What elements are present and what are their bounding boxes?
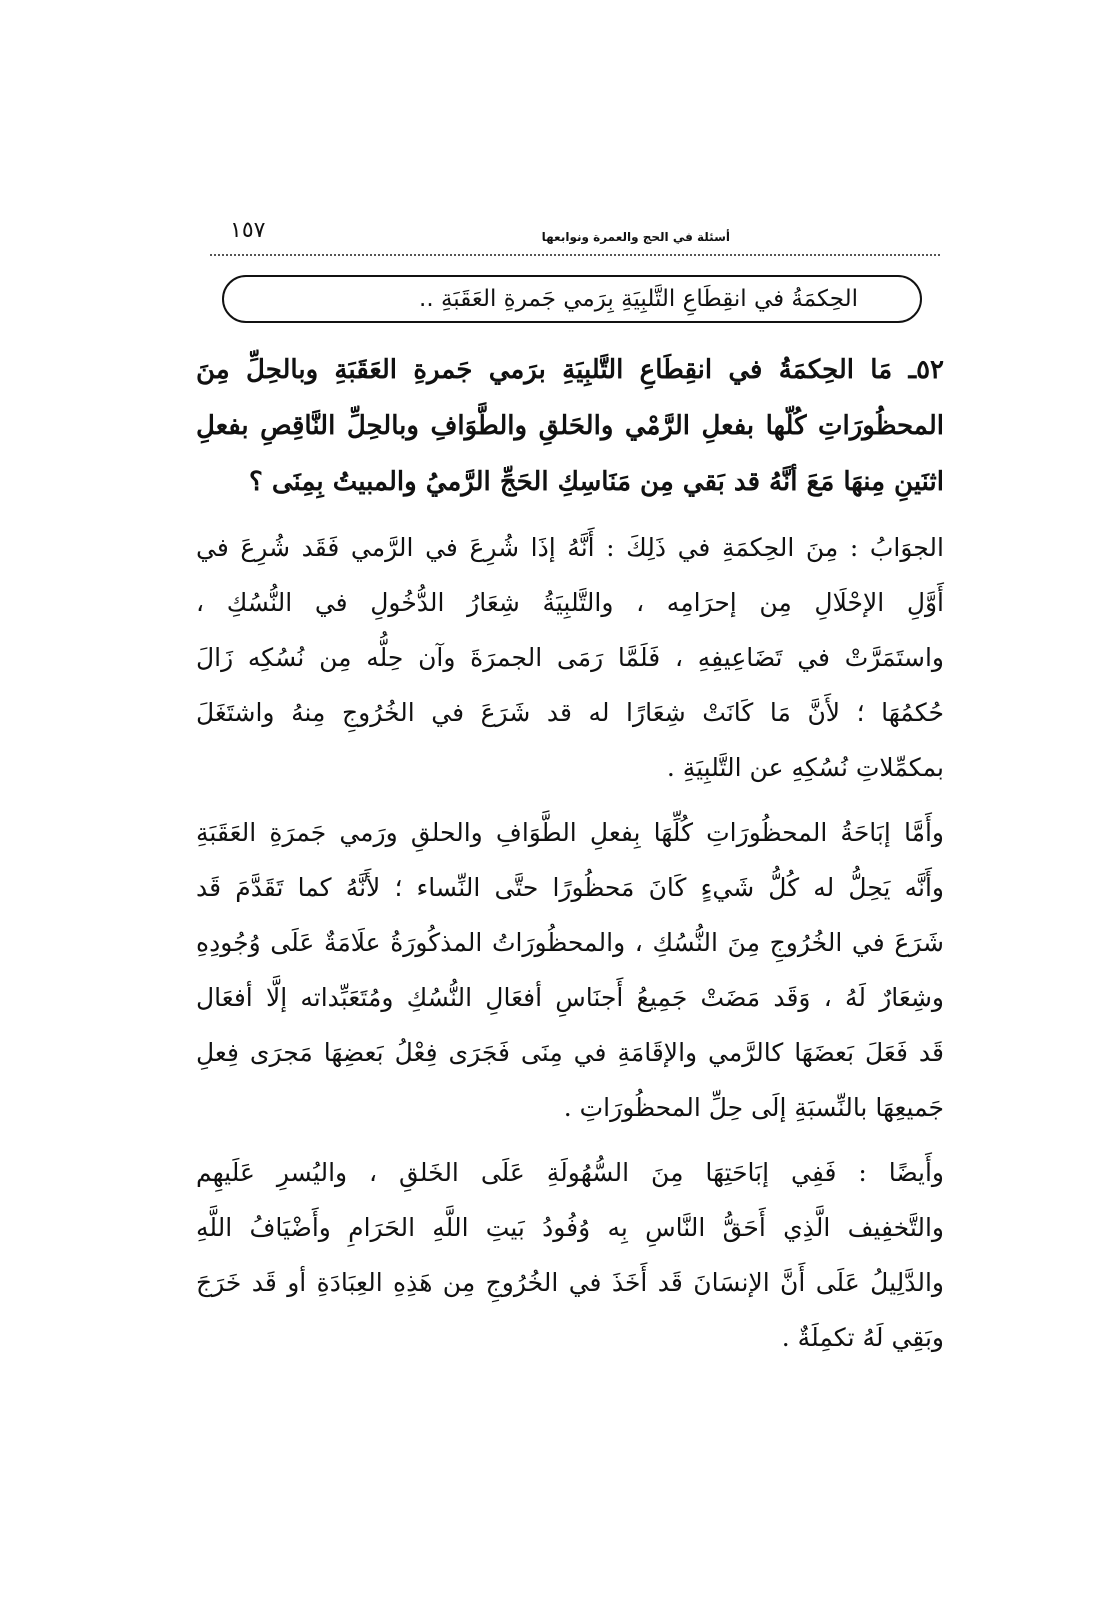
- question-line: المحظُورَاتِ كُلّها بفعلِ الرَّمْي والحَلقِ والطَّوَافِ وبالحِلِّ النَّاقِصِ بفعلِ: [196, 411, 944, 441]
- paragraph-line: وشِعَارٌ لَهُ ، وَقَد مَضَتْ جَمِيعُ أَجنَاسِ أفعَالِ النُّسُكِ ومُتَعَبِّداته إلَّا أفعَال: [196, 983, 944, 1012]
- paragraph-line: حُكمُهَا ؛ لأَنَّ مَا كَانَتْ شِعَارًا له قد شَرَعَ في الخُرُوجِ مِنهُ واشتَغَلَ: [196, 698, 944, 727]
- paragraph-line: شَرَعَ في الخُرُوجِ مِنَ النُّسُكِ ، والمحظُورَاتُ المذكُورَةُ علَامَةٌ عَلَى وُجُودِهِ: [196, 928, 944, 957]
- paragraph-line: وبَقِي لَهُ تكمِلَةٌ .: [781, 1323, 944, 1352]
- paragraph-line: أَوَّلِ الإحْلَالِ مِن إحرَامِه ، والتَّلبِيَةُ شِعَارُ الدُّخُولِ في النُّسُكِ ،: [196, 588, 944, 617]
- question-line: [196, 342, 944, 398]
- paragraph-line: قَد فَعَلَ بَعضَهَا كالرَّمي والإقَامَةِ في مِنَى فَجَرَى فِعْلُ بَعضِهَا مَجرَى فِعلِ: [196, 1038, 944, 1067]
- question-line: اثنَينِ مِنهَا مَعَ أنَّهُ قد بَقي مِن مَنَاسِكِ الحَجِّ الرَّميُ والمبيتُ بِمِنَى ؟: [249, 467, 944, 497]
- answer-paragraph: [196, 520, 944, 795]
- paragraph-line: والدَّلِيلُ عَلَى أَنَّ الإنسَانَ قَد أَخَذَ في الخُرُوجِ مِن هَذِهِ العِبَادَةِ أو قَد خَرَجَ: [196, 1268, 944, 1297]
- paragraph-line: جَميعِهَا بالنِّسبَةِ إلَى حِلِّ المحظُورَاتِ .: [563, 1093, 944, 1122]
- paragraph-line: والتَّخفِيف الَّذِي أَحَقُّ النَّاسِ بِه وُفُودُ بَيتِ اللَّهِ الحَرَامِ وأَضْيَافُ اللَّهِ: [196, 1213, 944, 1242]
- page-number: ١٥٧: [230, 218, 266, 243]
- paragraph-line: واستَمَرَّتْ في تَضَاعِيفِهِ ، فَلَمَّا رَمَى الجمرَةَ وآن حِلُّه مِن نُسُكِه زَالَ: [196, 643, 944, 672]
- answer-paragraph: [196, 805, 944, 1135]
- paragraph-line: الجوَابُ : مِنَ الحِكمَةِ في ذَلِكَ : أَنَّهُ إذَا شُرِعَ في الرَّمي فَقَد شُرِعَ في: [196, 533, 944, 562]
- question-number: ٥٢ـ: [908, 355, 944, 385]
- section-title: الحِكمَةُ في انقِطَاعِ التَّلبِيَةِ بِرَمي جَمرةِ العَقَبَةِ ..: [222, 275, 922, 323]
- answer-paragraph: [196, 1145, 944, 1365]
- paragraph-line: وأَيضًا : فَفِي إبَاحَتِهَا مِنَ السُّهُولَةِ عَلَى الخَلقِ ، واليُسرِ عَلَيهِم: [196, 1158, 944, 1187]
- paragraph-line: وأَمَّا إبَاحَةُ المحظُورَاتِ كُلِّهَا بِفعلِ الطَّوَافِ والحلقِ ورَمي جَمرَةِ العَقَبَةِ: [196, 818, 944, 847]
- header-divider: [210, 254, 940, 256]
- question-line-text: مَا الحِكمَةُ في انقِطَاعِ التَّلبِيَةِ برَمي جَمرةِ العَقَبَةِ وبالحِلِّ مِنَ: [196, 355, 893, 385]
- page-header: [210, 212, 940, 256]
- question-block: [196, 342, 944, 510]
- paragraph-line: وأَنَّه يَحِلُّ له كُلُّ شَيءٍ كَانَ مَحظُورًا حتَّى النِّساء ؛ لأَنَّهُ كما تَقَدَّمَ قَد: [196, 873, 944, 902]
- paragraph-line: بمكمِّلاتِ نُسُكِهِ عن التَّلبِيَةِ .: [666, 753, 944, 782]
- running-title: أسئلة في الحج والعمرة ونوابعها: [541, 230, 730, 244]
- page-body: [196, 342, 944, 1365]
